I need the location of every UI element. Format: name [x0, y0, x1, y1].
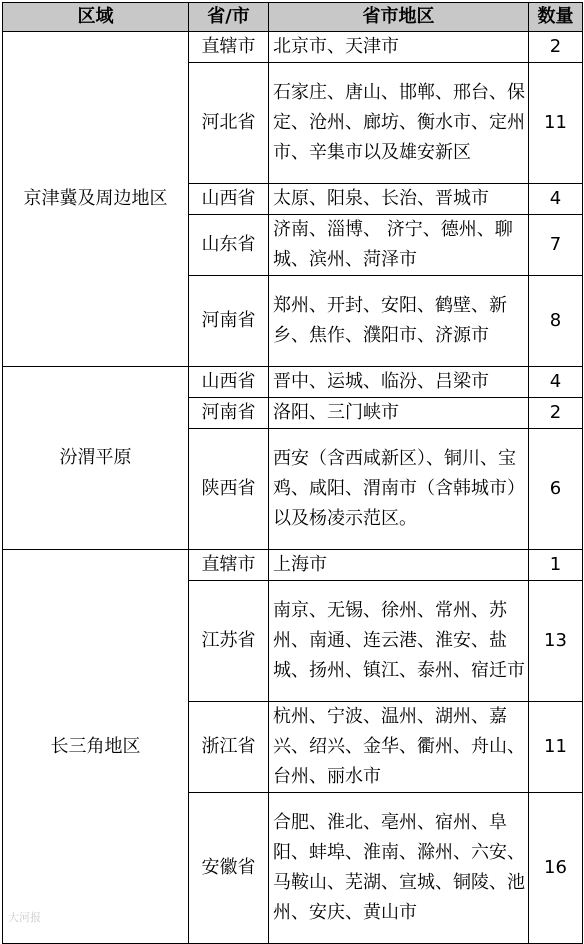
cities-cell: 杭州、宁波、温州、湖州、嘉兴、绍兴、金华、衢州、舟山、台州、丽水市 — [269, 702, 529, 793]
table-row — [3, 32, 583, 63]
count-cell: 1 — [529, 550, 583, 581]
province-cell: 江苏省 — [189, 581, 269, 702]
province-cell: 山东省 — [189, 215, 269, 276]
region-cell: 京津冀及周边地区 — [3, 32, 189, 367]
count-cell: 4 — [529, 367, 583, 398]
region-cell: 汾渭平原 — [3, 367, 189, 550]
header-region: 区域 — [3, 3, 189, 32]
province-cell: 河南省 — [189, 276, 269, 367]
cities-cell: 上海市 — [269, 550, 529, 581]
province-cell: 安徽省 — [189, 793, 269, 944]
header-cities: 省市地区 — [269, 3, 529, 32]
cities-cell: 郑州、开封、安阳、鹤壁、新乡、焦作、濮阳市、济源市 — [269, 276, 529, 367]
table-row — [3, 550, 583, 581]
province-cell: 河北省 — [189, 63, 269, 184]
watermark-text: 大河报 — [8, 911, 41, 924]
cities-cell: 晋中、运城、临汾、吕梁市 — [269, 367, 529, 398]
cities-cell: 太原、阳泉、长治、晋城市 — [269, 184, 529, 215]
count-cell: 8 — [529, 276, 583, 367]
regions-table — [2, 2, 583, 944]
cities-cell: 洛阳、三门峡市 — [269, 398, 529, 429]
count-cell: 16 — [529, 793, 583, 944]
count-cell: 7 — [529, 215, 583, 276]
cities-cell: 北京市、天津市 — [269, 32, 529, 63]
cities-cell: 石家庄、唐山、邯郸、邢台、保定、沧州、廊坊、衡水市、定州市、辛集市以及雄安新区 — [269, 63, 529, 184]
header-province: 省/市 — [189, 3, 269, 32]
region-cell: 长三角地区 — [3, 550, 189, 944]
count-cell: 11 — [529, 63, 583, 184]
table-row — [3, 367, 583, 398]
cities-cell: 合肥、淮北、亳州、宿州、阜阳、蚌埠、淮南、滁州、六安、马鞍山、芜湖、宣城、铜陵、池州、安庆、黄山市 — [269, 793, 529, 944]
count-cell: 11 — [529, 702, 583, 793]
province-cell: 山西省 — [189, 184, 269, 215]
header-row — [3, 3, 583, 32]
cities-cell: 西安（含西咸新区）、铜川、宝鸡、咸阳、渭南市（含韩城市）以及杨凌示范区。 — [269, 429, 529, 550]
province-cell: 直辖市 — [189, 550, 269, 581]
cities-cell: 南京、无锡、徐州、常州、苏州、南通、连云港、淮安、盐城、扬州、镇江、泰州、宿迁市 — [269, 581, 529, 702]
cities-cell: 济南、淄博、 济宁、德州、聊城、滨州、菏泽市 — [269, 215, 529, 276]
count-cell: 6 — [529, 429, 583, 550]
province-cell: 河南省 — [189, 398, 269, 429]
count-cell: 4 — [529, 184, 583, 215]
count-cell: 2 — [529, 32, 583, 63]
province-cell: 陕西省 — [189, 429, 269, 550]
count-cell: 2 — [529, 398, 583, 429]
province-cell: 直辖市 — [189, 32, 269, 63]
header-count: 数量 — [529, 3, 583, 32]
count-cell: 13 — [529, 581, 583, 702]
province-cell: 山西省 — [189, 367, 269, 398]
province-cell: 浙江省 — [189, 702, 269, 793]
